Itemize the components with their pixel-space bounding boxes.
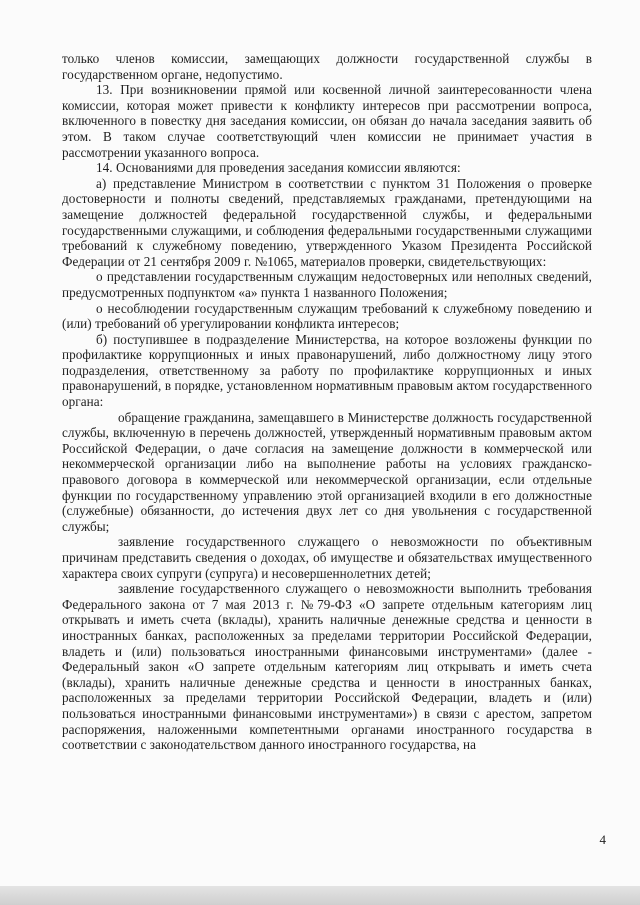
paragraph-bullet-false-info: о представлении государственным служащим недостоверных или неполных сведений, предусмотренных подпунктом «а» пункта 1 названного Положения; xyxy=(62,269,592,300)
paragraph-subitem-b: б) поступившее в подразделение Министерства, на которое возложены функции по профилактике коррупционных и иных правонарушений, либо должностному лицу этого подразделения, ответственному за работу по профилактике коррупционных и иных правонарушений, в порядке, установленном нормативным правовым актом государственного органа: xyxy=(62,331,592,410)
document-body xyxy=(62,51,592,753)
paragraph-citizen-appeal: обращение гражданина, замещавшего в Министерстве должность государственной службы, включенную в перечень должностей, утвержденный нормативным правовым актом Российской Федерации, о даче согласия на замещение должности в коммерческой или некоммерческой организации либо на выполнение работы на условиях гражданско-правового договора в коммерческой или некоммерческой организации, если отдельные функции по государственному управлению этой организацией входили в его должностные (служебные) обязанности, до истечения двух лет со дня увольнения с государственной службы; xyxy=(62,409,592,534)
page-number: 4 xyxy=(599,832,606,847)
paragraph-item-13: 13. При возникновении прямой или косвенной личной заинтересованности члена комиссии, которая может привести к конфликту интересов при рассмотрении вопроса, включенного в повестку дня заседания комиссии, он обязан до начала заседания заявить об этом. В таком случае соответствующий член комиссии не принимает участия в рассмотрении указанного вопроса. xyxy=(62,82,592,160)
paragraph-statement-federal-law: заявление государственного служащего о невозможности выполнить требования Федерального закона от 7 мая 2013 г. №79-ФЗ «О запрете отдельным категориям лиц открывать и иметь счета (вклады), хранить наличные денежные средства и ценности в иностранных банках, расположенных за пределами территории Российской Федерации, владеть и (или) пользоваться иностранными финансовыми инструментами» (далее - Федеральный закон «О запрете отдельным категориям лиц открывать и иметь счета (вклады), хранить наличные денежные средства и ценности в иностранных банках, расположенных за пределами территории Российской Федерации, владеть и (или) пользоваться иностранными финансовыми инструментами») в связи с арестом, запретом распоряжения, наложенными компетентными органами иностранного государства в соответствии с законодательством данного иностранного государства, на xyxy=(62,581,592,753)
paragraph-continuation: только членов комиссии, замещающих должности государственной службы в государственном органе, недопустимо. xyxy=(62,51,592,82)
paragraph-bullet-noncompliance: о несоблюдении государственным служащим требований к служебному поведению и (или) требований об урегулировании конфликта интересов; xyxy=(62,300,592,332)
paragraph-statement-income: заявление государственного служащего о невозможности по объективным причинам представить сведения о доходах, об имуществе и обязательствах имущественного характера своих супруги (супруга) и несовершеннолетних детей; xyxy=(62,534,592,581)
page-bottom-edge xyxy=(0,886,640,905)
paragraph-subitem-a: а) представление Министром в соответствии с пунктом 31 Положения о проверке достоверности и полноты сведений, представляемых гражданами, претендующими на замещение должностей федеральной государственной службы, и федеральными государственными служащими, и соблюдения федеральными государственными служащими требований к служебному поведению, утвержденного Указом Президента Российской Федерации от 21 сентября 2009 г. №1065, материалов проверки, свидетельствующих: xyxy=(62,175,592,269)
paragraph-item-14: 14. Основаниями для проведения заседания комиссии являются: xyxy=(96,160,461,176)
